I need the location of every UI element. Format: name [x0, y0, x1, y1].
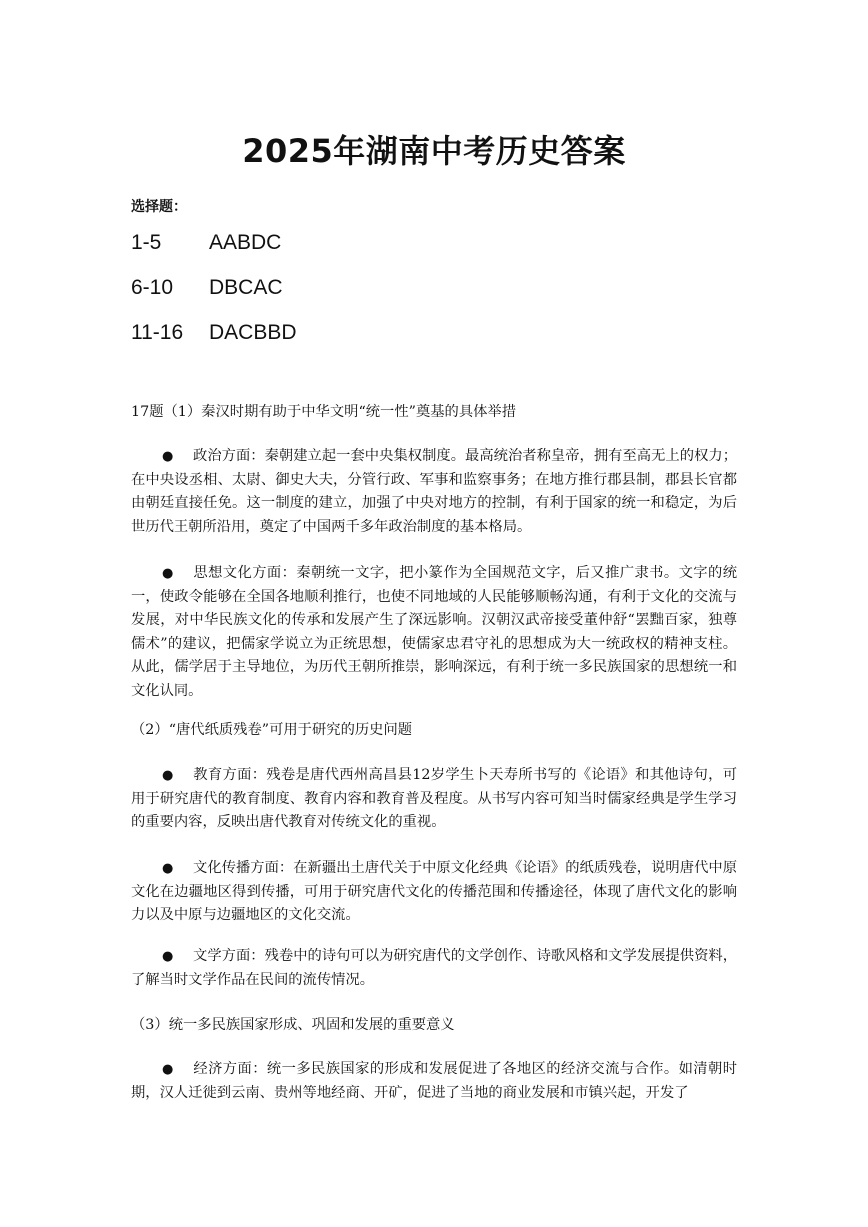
answer-row: [131, 274, 283, 302]
paragraph-text: 文学方面：残卷中的诗句可以为研究唐代的文学创作、诗歌风格和文学发展提供资料，了解当时文学作品在民间的流传情况。: [131, 948, 737, 988]
answer-range: 11-16: [131, 321, 184, 344]
answer-range: 6-10: [131, 276, 174, 299]
document-title: 2025年湖南中考历史答案: [242, 132, 626, 170]
answer-key: AABDC: [209, 231, 282, 254]
bullet-icon: ●: [162, 566, 174, 581]
question-17-2-heading: （2）“唐代纸质残卷”可用于研究的历史问题: [131, 722, 413, 738]
bullet-icon: ●: [162, 949, 174, 964]
paragraph-text: 教育方面：残卷是唐代西州高昌县12岁学生卜天寿所书写的《论语》和其他诗句，可用于研究唐代的教育制度、教育内容和教育普及程度。从书写内容可知当时儒家经典是学生学习的重要内容，反映出唐代教育对传统文化的重视。: [131, 767, 737, 831]
answer-paragraph-literature: [131, 945, 737, 992]
answer-paragraph-thought-culture: [131, 562, 737, 704]
answer-row: [131, 229, 281, 257]
paragraph-text: 经济方面：统一多民族国家的形成和发展促进了各地区的经济交流与合作。如清朝时期，汉人迁徙到云南、贵州等地经商、开矿，促进了当地的商业发展和市镇兴起，开发了: [131, 1061, 737, 1101]
paragraph-text: 思想文化方面：秦朝统一文字，把小篆作为全国规范文字，后又推广隶书。文字的统一，使政令能够在全国各地顺利推行，也使不同地域的人民能够顺畅沟通，有利于文化的交流与发展，对中华民族文化的传承和发展产生了深远影响。汉朝汉武帝接受董仲舒“罢黜百家，独尊儒术”的建议，把儒家学说立为正统思想，使儒家忠君守礼的思想成为大一统政权的精神支柱。从此，儒学居于主导地位，为历代王朝所推崇，影响深远，有利于统一多民族国家的思想统一和文化认同。: [131, 565, 737, 699]
answer-key: DACBBD: [209, 321, 297, 344]
answer-paragraph-culture-spread: [131, 857, 737, 928]
bullet-icon: ●: [162, 768, 174, 783]
answer-paragraph-political: [131, 445, 737, 539]
answer-range: 1-5: [131, 231, 162, 254]
bullet-icon: ●: [162, 449, 174, 464]
answer-paragraph-education: [131, 764, 737, 835]
question-17-3-heading: （3）统一多民族国家形成、巩固和发展的重要意义: [131, 1017, 455, 1033]
paragraph-text: 政治方面：秦朝建立起一套中央集权制度。最高统治者称皇帝，拥有至高无上的权力；在中央设丞相、太尉、御史大夫，分管行政、军事和监察事务；在地方推行郡县制，郡县长官都由朝廷直接任免。这一制度的建立，加强了中央对地方的控制，有利于国家的统一和稳定，为后世历代王朝所沿用，奠定了中国两千多年政治制度的基本格局。: [131, 448, 737, 535]
bullet-icon: ●: [162, 861, 174, 876]
answer-paragraph-economy: [131, 1058, 737, 1105]
answer-row: [131, 319, 297, 347]
paragraph-text: 文化传播方面：在新疆出土唐代关于中原文化经典《论语》的纸质残卷，说明唐代中原文化在边疆地区得到传播，可用于研究唐代文化的传播范围和传播途径，体现了唐代文化的影响力以及中原与边疆地区的文化交流。: [131, 860, 737, 924]
answer-key: DBCAC: [209, 276, 283, 299]
multiple-choice-label: 选择题：: [131, 199, 187, 215]
bullet-icon: ●: [162, 1062, 174, 1077]
question-17-1-heading: 17题（1）秦汉时期有助于中华文明“统一性”奠基的具体举措: [131, 404, 517, 420]
